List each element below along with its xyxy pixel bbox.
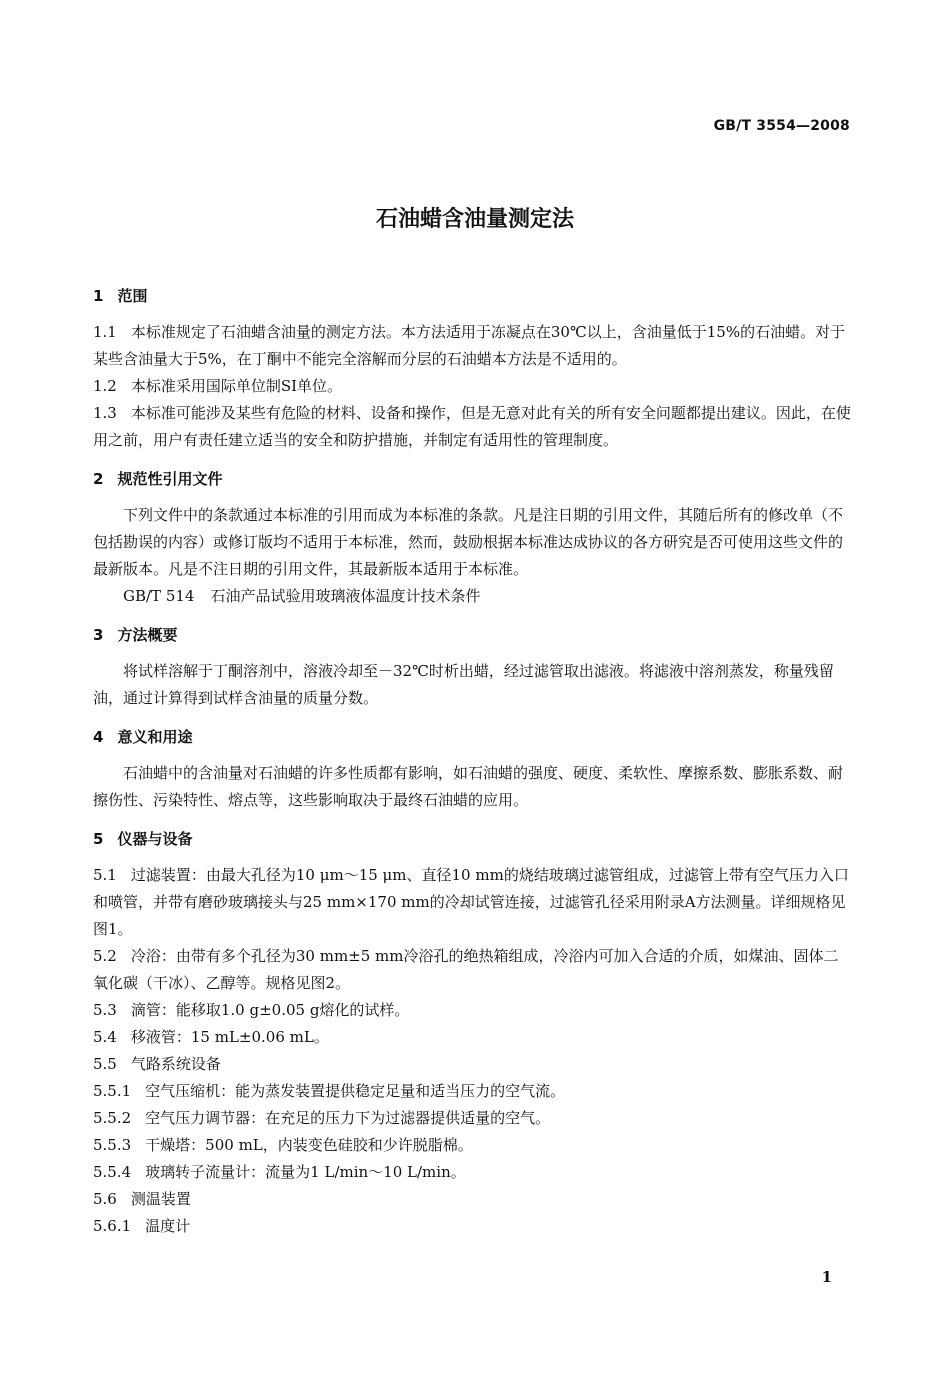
section-2-heading	[93, 466, 853, 493]
normative-reference	[93, 583, 853, 610]
clause-5-5-2	[93, 1105, 853, 1132]
section-2-paragraph: 下列文件中的条款通过本标准的引用而成为本标准的条款。凡是注日期的引用文件，其随后所有的修改单（不包括勘误的内容）或修订版均不适用于本标准，然而，鼓励根据本标准达成协议的各方研究是否可使用这些文件的最新版本。凡是不注日期的引用文件，其最新版本适用于本标准。	[93, 506, 844, 578]
clause-text: 气路系统设备	[130, 1055, 221, 1073]
clause-text: 空气压力调节器：在充足的压力下为过滤器提供适量的空气。	[145, 1109, 551, 1127]
clause-text: 干燥塔：500 mL，内装变色硅胶和少许脱脂棉。	[145, 1136, 473, 1154]
document-title: 石油蜡含油量测定法	[375, 207, 574, 232]
section-3-heading	[93, 622, 853, 649]
clause-number: 5.5.3	[93, 1136, 132, 1154]
section-1-heading	[93, 283, 853, 310]
section-5-heading	[93, 826, 853, 853]
reference-code: GB/T 514	[123, 587, 195, 605]
standard-number: GB/T 3554—2008	[713, 118, 850, 134]
section-4-paragraph: 石油蜡中的含油量对石油蜡的许多性质都有影响，如石油蜡的强度、硬度、柔软性、摩擦系数、膨胀系数、耐擦伤性、污染特性、熔点等，这些影响取决于最终石油蜡的应用。	[93, 764, 844, 809]
section-title: 范围	[117, 287, 148, 305]
clause-text: 移液管：15 mL±0.06 mL。	[130, 1028, 329, 1046]
clause-text: 本标准采用国际单位制SI单位。	[130, 377, 343, 395]
clause-number: 5.5.4	[93, 1163, 132, 1181]
section-title: 方法概要	[117, 626, 178, 644]
section-number: 3	[93, 626, 104, 644]
clause-5-5-3	[93, 1132, 853, 1159]
section-title: 仪器与设备	[117, 830, 193, 848]
clause-text: 空气压缩机：能为蒸发装置提供稳定足量和适当压力的空气流。	[145, 1082, 566, 1100]
clause-text: 测温装置	[130, 1190, 191, 1208]
section-3-paragraph: 将试样溶解于丁酮溶剂中，溶液冷却至－32℃时析出蜡，经过滤管取出滤液。将滤液中溶剂蒸发，称量残留油，通过计算得到试样含油量的质量分数。	[93, 662, 834, 707]
clause-5-2	[93, 943, 853, 997]
clause-5-3	[93, 997, 853, 1024]
clause-text: 本标准规定了石油蜡含油量的测定方法。本方法适用于冻凝点在30℃以上，含油量低于15%的石油蜡。对于某些含油量大于5%，在丁酮中不能完全溶解而分层的石油蜡本方法是不适用的。	[93, 323, 846, 368]
page-number: 1	[821, 1268, 832, 1286]
clause-text: 过滤装置：由最大孔径为10 μm～15 μm、直径10 mm的烧结玻璃过滤管组成，过滤管上带有空气压力入口和喷管，并带有磨砂玻璃接头与25 mm×170 mm的冷却试管连接，过滤管孔径采用附录A方法测量。详细规格见图1。	[93, 866, 849, 938]
clause-number: 1.1	[93, 323, 117, 341]
clause-number: 5.4	[93, 1028, 117, 1046]
clause-number: 5.5.2	[93, 1109, 132, 1127]
clause-5-5	[93, 1051, 853, 1078]
clause-text: 玻璃转子流量计：流量为1 L/min～10 L/min。	[145, 1163, 466, 1181]
clause-5-5-1	[93, 1078, 853, 1105]
section-number: 5	[93, 830, 104, 848]
section-number: 4	[93, 728, 104, 746]
clause-5-5-4	[93, 1159, 853, 1186]
clause-5-1	[93, 862, 853, 943]
clause-5-6	[93, 1186, 853, 1213]
clause-number: 1.2	[93, 377, 117, 395]
clause-1-2	[93, 373, 853, 400]
section-title: 意义和用途	[117, 728, 193, 746]
clause-text: 滴管：能移取1.0 g±0.05 g熔化的试样。	[130, 1001, 410, 1019]
clause-number: 5.2	[93, 947, 117, 965]
clause-number: 5.1	[93, 866, 117, 884]
clause-text: 本标准可能涉及某些有危险的材料、设备和操作，但是无意对此有关的所有安全问题都提出建议。因此，在使用之前，用户有责任建立适当的安全和防护措施，并制定有适用性的管理制度。	[93, 404, 851, 449]
clause-5-4	[93, 1024, 853, 1051]
clause-5-6-1	[93, 1213, 853, 1240]
document-body	[93, 283, 853, 1240]
clause-number: 5.5	[93, 1055, 117, 1073]
clause-number: 5.5.1	[93, 1082, 132, 1100]
section-4-heading	[93, 724, 853, 751]
reference-title: 石油产品试验用玻璃液体温度计技术条件	[210, 587, 481, 605]
clause-number: 5.6	[93, 1190, 117, 1208]
section-number: 2	[93, 470, 104, 488]
clause-1-1	[93, 319, 853, 373]
section-title: 规范性引用文件	[117, 470, 223, 488]
section-number: 1	[93, 287, 104, 305]
clause-number: 1.3	[93, 404, 117, 422]
clause-number: 5.3	[93, 1001, 117, 1019]
clause-text: 温度计	[145, 1217, 191, 1235]
clause-1-3	[93, 400, 853, 454]
clause-text: 冷浴：由带有多个孔径为30 mm±5 mm冷浴孔的绝热箱组成，冷浴内可加入合适的介质，如煤油、固体二氧化碳（干冰）、乙醇等。规格见图2。	[93, 947, 839, 992]
clause-number: 5.6.1	[93, 1217, 132, 1235]
